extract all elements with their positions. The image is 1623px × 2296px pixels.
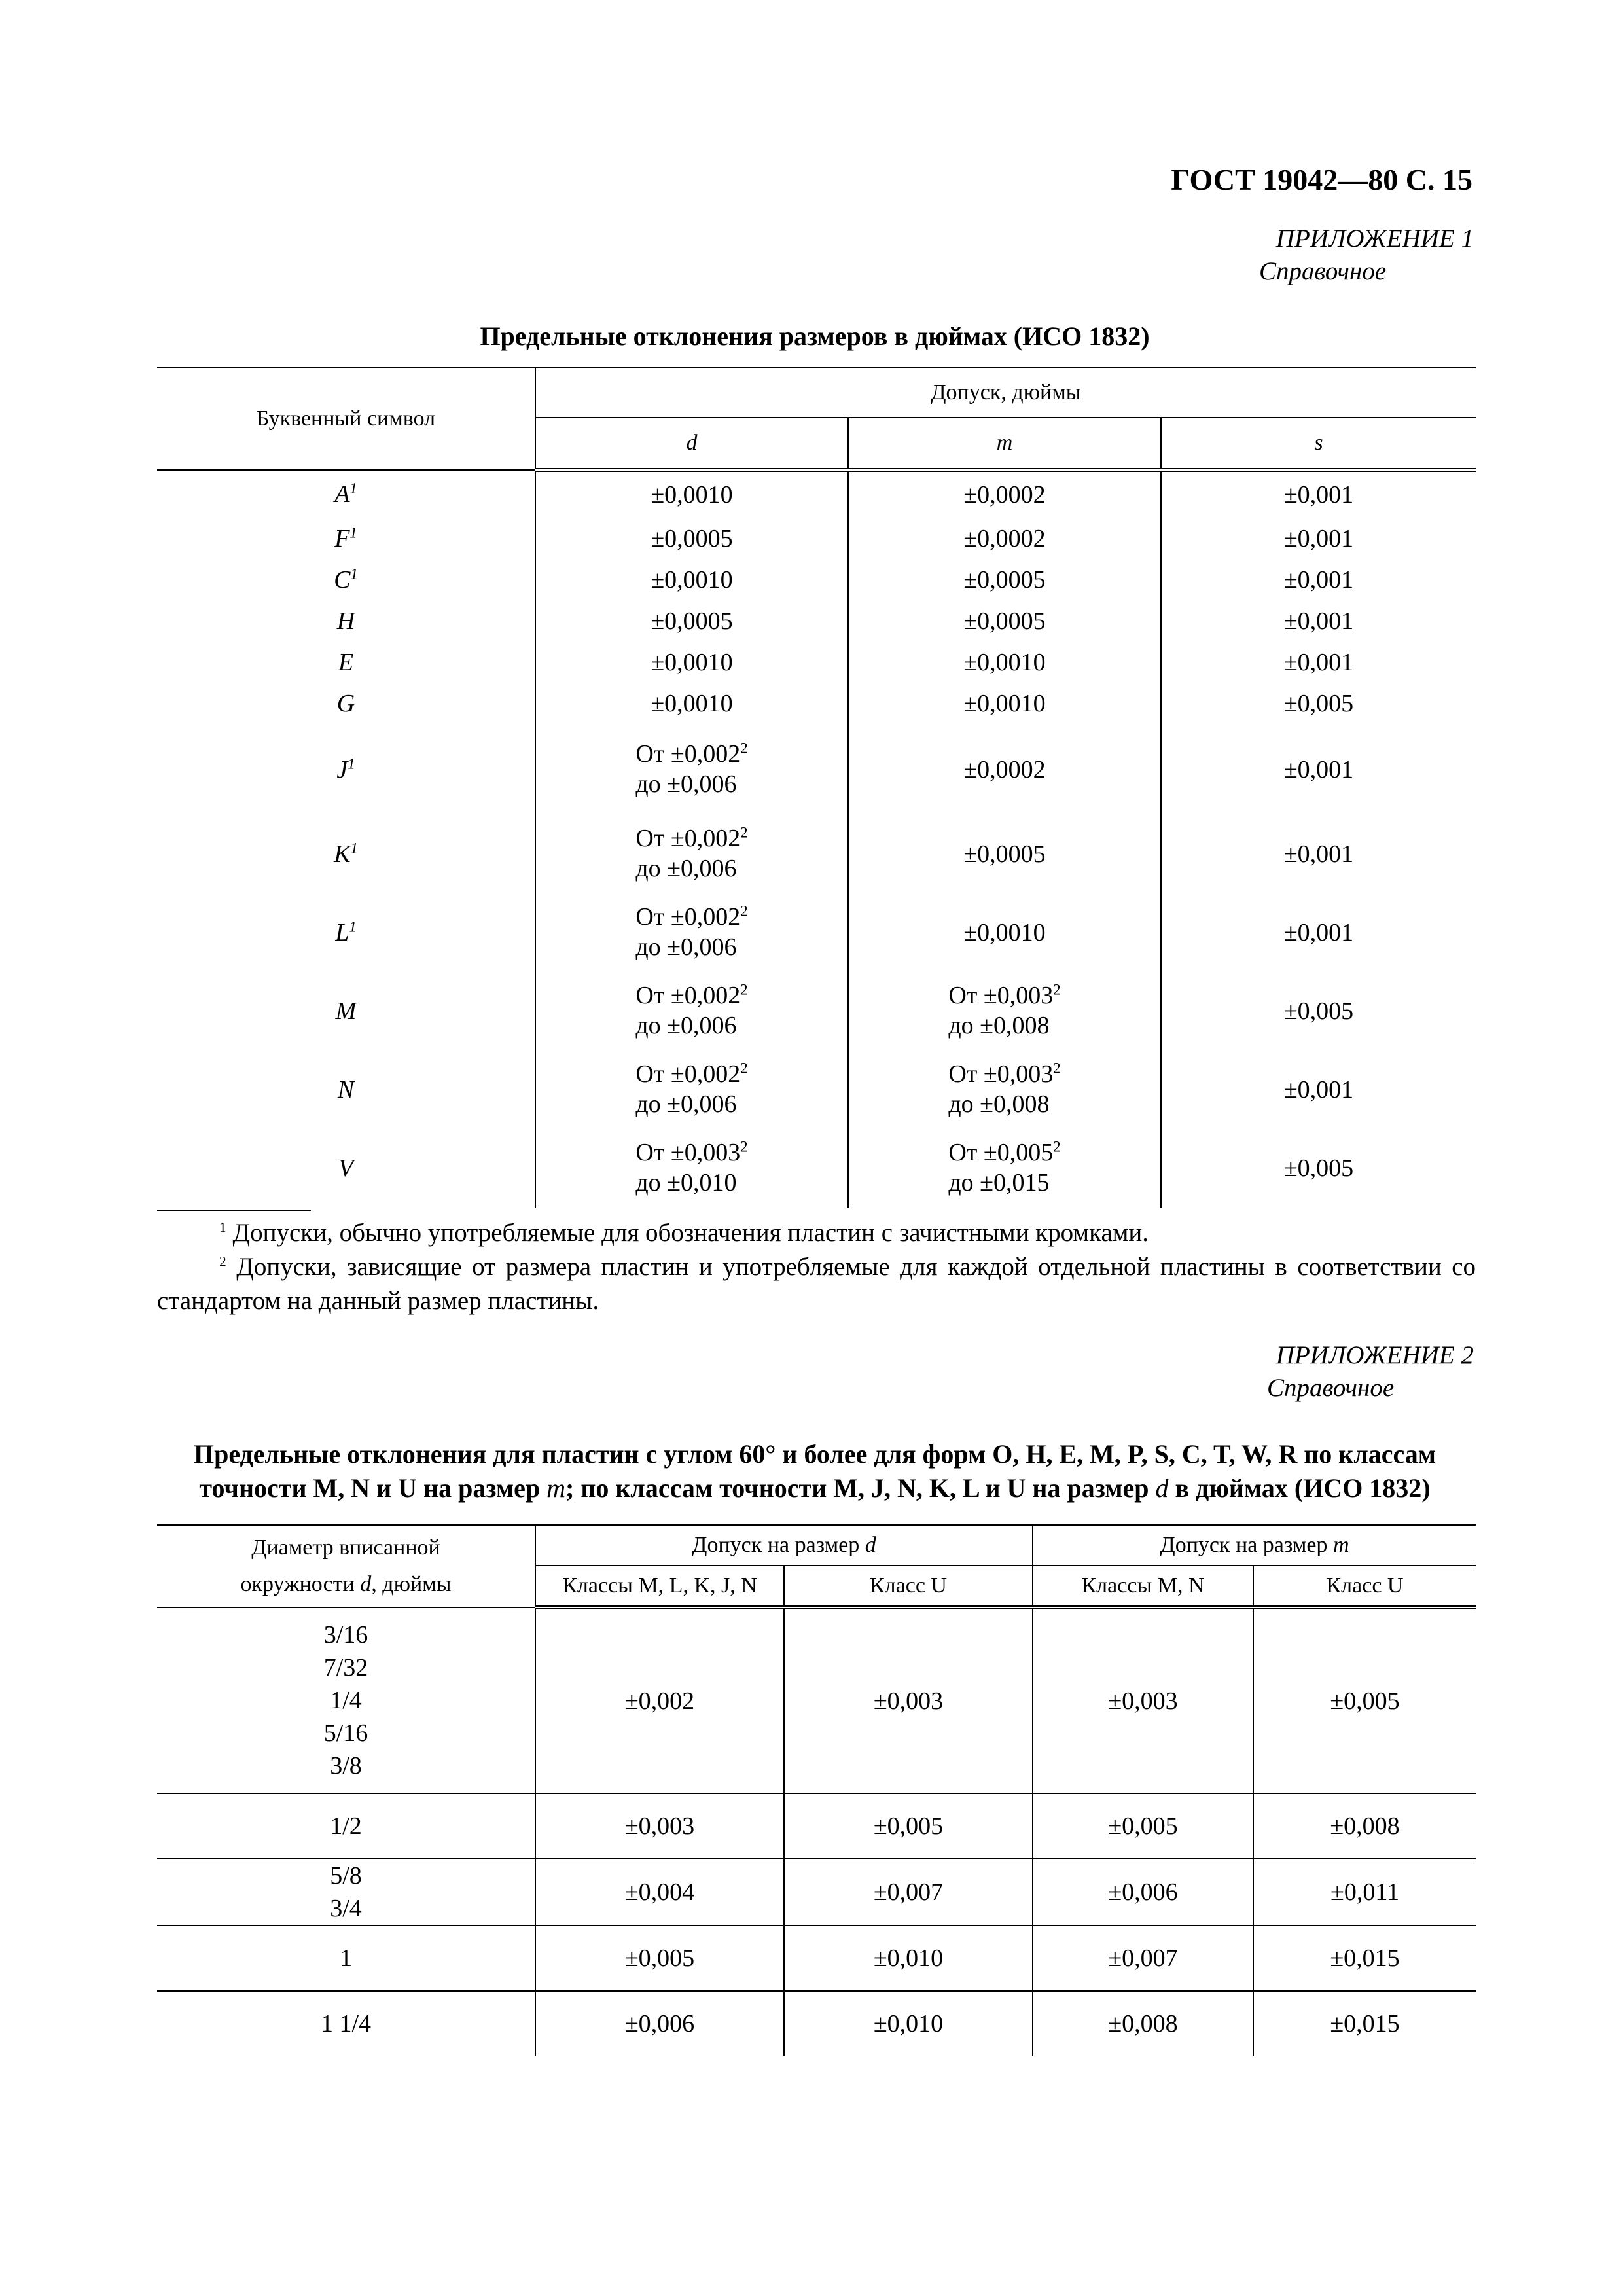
cell-tolerance: ±0,005 bbox=[784, 1793, 1033, 1859]
cell-symbol: $A^1$ bbox=[157, 470, 535, 518]
cell-diameter: 5/8 3/4 bbox=[157, 1859, 535, 1926]
cell-m: ±0,0005 bbox=[848, 815, 1161, 893]
cell-symbol: N bbox=[157, 1050, 535, 1129]
cell-symbol: $F^1$ bbox=[157, 518, 535, 560]
cell-s: ±0,001 bbox=[1161, 1050, 1476, 1129]
table-row bbox=[157, 815, 1476, 893]
table-1-title: Предельные отклонения размеров в дюймах (ИСО 1832) bbox=[480, 321, 1150, 351]
tolerance-table-1 bbox=[157, 367, 1476, 1208]
cell-d: ±0,0005 bbox=[535, 601, 848, 642]
cell-s: ±0,001 bbox=[1161, 725, 1476, 815]
appendix-1-sub: Справочное bbox=[1259, 257, 1387, 285]
cell-s: ±0,005 bbox=[1161, 1129, 1476, 1208]
appendix-1-label: ПРИЛОЖЕНИЕ 1 bbox=[1275, 224, 1474, 253]
cell-tolerance: ±0,003 bbox=[535, 1793, 784, 1859]
table-2-title-line-1: Предельные отклонения для пластин с углом 60° и более для форм O, H, E, M, P, S, C, T, W, R по классам bbox=[193, 1439, 1436, 1469]
table-row bbox=[157, 725, 1476, 815]
cell-symbol: $J^1$ bbox=[157, 725, 535, 815]
cell-tolerance: ±0,003 bbox=[784, 1607, 1033, 1793]
subheader-m-classes: Классы M, N bbox=[1033, 1566, 1253, 1607]
table-row bbox=[157, 1793, 1476, 1859]
cell-d: От $\pm 0,002^2$ до ±0,006 bbox=[535, 815, 848, 893]
cell-symbol: $L^1$ bbox=[157, 893, 535, 972]
cell-tolerance: ±0,005 bbox=[535, 1926, 784, 1991]
cell-tolerance: ±0,008 bbox=[1253, 1793, 1476, 1859]
header-d: d bbox=[535, 418, 848, 470]
header-tolerance: Допуск, дюймы bbox=[535, 368, 1476, 418]
cell-s: ±0,001 bbox=[1161, 815, 1476, 893]
header-symbol: Буквенный символ bbox=[157, 368, 535, 470]
cell-tolerance: ±0,005 bbox=[1033, 1793, 1253, 1859]
footnote-1: $^1$ Допуски, обычно употребляемые для обозначения пластин с зачистными кромками. bbox=[219, 1219, 1149, 1247]
appendix-2-label: ПРИЛОЖЕНИЕ 2 bbox=[1275, 1341, 1474, 1369]
cell-symbol: V bbox=[157, 1129, 535, 1208]
cell-s: ±0,005 bbox=[1161, 972, 1476, 1050]
cell-m: ±0,0010 bbox=[848, 683, 1161, 725]
table-row bbox=[157, 1859, 1476, 1926]
table-row bbox=[157, 1991, 1476, 2056]
cell-symbol: G bbox=[157, 683, 535, 725]
table-row bbox=[157, 560, 1476, 601]
cell-s: ±0,001 bbox=[1161, 470, 1476, 518]
subheader-d-classes: Классы M, L, K, J, N bbox=[535, 1566, 784, 1607]
cell-d: От $\pm 0,002^2$ до ±0,006 bbox=[535, 972, 848, 1050]
table-row bbox=[157, 642, 1476, 683]
cell-m: ±0,0002 bbox=[848, 725, 1161, 815]
cell-m: ±0,0005 bbox=[848, 560, 1161, 601]
cell-diameter: 1 bbox=[157, 1926, 535, 1991]
cell-m: ±0,0010 bbox=[848, 642, 1161, 683]
table-row bbox=[157, 470, 1476, 518]
table-row bbox=[157, 1129, 1476, 1208]
footnotes bbox=[157, 1216, 1476, 1318]
header-m: m bbox=[848, 418, 1161, 470]
cell-tolerance: ±0,007 bbox=[784, 1859, 1033, 1926]
cell-m: ±0,0010 bbox=[848, 893, 1161, 972]
cell-s: ±0,001 bbox=[1161, 518, 1476, 560]
cell-tolerance: ±0,005 bbox=[1253, 1607, 1476, 1793]
cell-s: ±0,001 bbox=[1161, 560, 1476, 601]
cell-d: ±0,0010 bbox=[535, 683, 848, 725]
header-tol-m: Допуск на размер m bbox=[1033, 1525, 1476, 1566]
cell-symbol: $C^1$ bbox=[157, 560, 535, 601]
header-s: s bbox=[1161, 418, 1476, 470]
cell-s: ±0,001 bbox=[1161, 893, 1476, 972]
cell-tolerance: ±0,004 bbox=[535, 1859, 784, 1926]
appendix-2-sub: Справочное bbox=[1267, 1374, 1395, 1402]
cell-tolerance: ±0,010 bbox=[784, 1991, 1033, 2056]
cell-tolerance: ±0,011 bbox=[1253, 1859, 1476, 1926]
cell-tolerance: ±0,003 bbox=[1033, 1607, 1253, 1793]
cell-s: ±0,001 bbox=[1161, 642, 1476, 683]
cell-diameter: 3/16 7/32 1/4 5/16 3/8 bbox=[157, 1607, 535, 1793]
cell-m: ±0,0002 bbox=[848, 470, 1161, 518]
cell-d: От $\pm 0,003^2$ до ±0,010 bbox=[535, 1129, 848, 1208]
cell-diameter: 1 1/4 bbox=[157, 1991, 535, 2056]
cell-m: От $\pm 0,003^2$ до ±0,008 bbox=[848, 972, 1161, 1050]
subheader-m-class-u: Класс U bbox=[1253, 1566, 1476, 1607]
table-row bbox=[157, 893, 1476, 972]
cell-symbol: H bbox=[157, 601, 535, 642]
cell-tolerance: ±0,015 bbox=[1253, 1926, 1476, 1991]
cell-d: ±0,0010 bbox=[535, 560, 848, 601]
table-row bbox=[157, 518, 1476, 560]
table-2-title-line-2: точности M, N и U на размер m; по классам точности M, J, N, K, L и U на размер d в дюймах (ИСО 1832) bbox=[199, 1473, 1431, 1503]
cell-tolerance: ±0,007 bbox=[1033, 1926, 1253, 1991]
cell-d: От $\pm 0,002^2$ до ±0,006 bbox=[535, 1050, 848, 1129]
cell-m: От $\pm 0,005^2$ до ±0,015 bbox=[848, 1129, 1161, 1208]
cell-tolerance: ±0,006 bbox=[535, 1991, 784, 2056]
table-row bbox=[157, 601, 1476, 642]
cell-s: ±0,001 bbox=[1161, 601, 1476, 642]
cell-d: ±0,0005 bbox=[535, 518, 848, 560]
cell-d: ±0,0010 bbox=[535, 470, 848, 518]
header-tol-d: Допуск на размер d bbox=[535, 1525, 1033, 1566]
footnote-rule bbox=[157, 1210, 311, 1211]
cell-symbol: M bbox=[157, 972, 535, 1050]
table-row bbox=[157, 1050, 1476, 1129]
cell-symbol: E bbox=[157, 642, 535, 683]
cell-d: От $\pm 0,002^2$ до ±0,006 bbox=[535, 725, 848, 815]
cell-tolerance: ±0,015 bbox=[1253, 1991, 1476, 2056]
tolerance-table-2 bbox=[157, 1524, 1476, 2056]
cell-d: От $\pm 0,002^2$ до ±0,006 bbox=[535, 893, 848, 972]
table-row bbox=[157, 1607, 1476, 1793]
table-row bbox=[157, 683, 1476, 725]
table-row bbox=[157, 1926, 1476, 1991]
cell-m: ±0,0002 bbox=[848, 518, 1161, 560]
subheader-d-class-u: Класс U bbox=[784, 1566, 1033, 1607]
cell-tolerance: ±0,002 bbox=[535, 1607, 784, 1793]
cell-symbol: $K^1$ bbox=[157, 815, 535, 893]
cell-m: От $\pm 0,003^2$ до ±0,008 bbox=[848, 1050, 1161, 1129]
cell-d: ±0,0010 bbox=[535, 642, 848, 683]
header-diameter: Диаметр вписанной окружности d, дюймы bbox=[157, 1525, 535, 1607]
cell-tolerance: ±0,006 bbox=[1033, 1859, 1253, 1926]
footnote-2: $^2$ Допуски, зависящие от размера пластин и употребляемые для каждой отдельной пластины в соответствии со стандартом на данный размер пластины. bbox=[157, 1253, 1476, 1315]
page-header: ГОСТ 19042—80 С. 15 bbox=[1171, 163, 1472, 196]
cell-tolerance: ±0,008 bbox=[1033, 1991, 1253, 2056]
table-row bbox=[157, 972, 1476, 1050]
cell-m: ±0,0005 bbox=[848, 601, 1161, 642]
cell-diameter: 1/2 bbox=[157, 1793, 535, 1859]
table-2-title bbox=[157, 1437, 1472, 1505]
cell-tolerance: ±0,010 bbox=[784, 1926, 1033, 1991]
cell-s: ±0,005 bbox=[1161, 683, 1476, 725]
